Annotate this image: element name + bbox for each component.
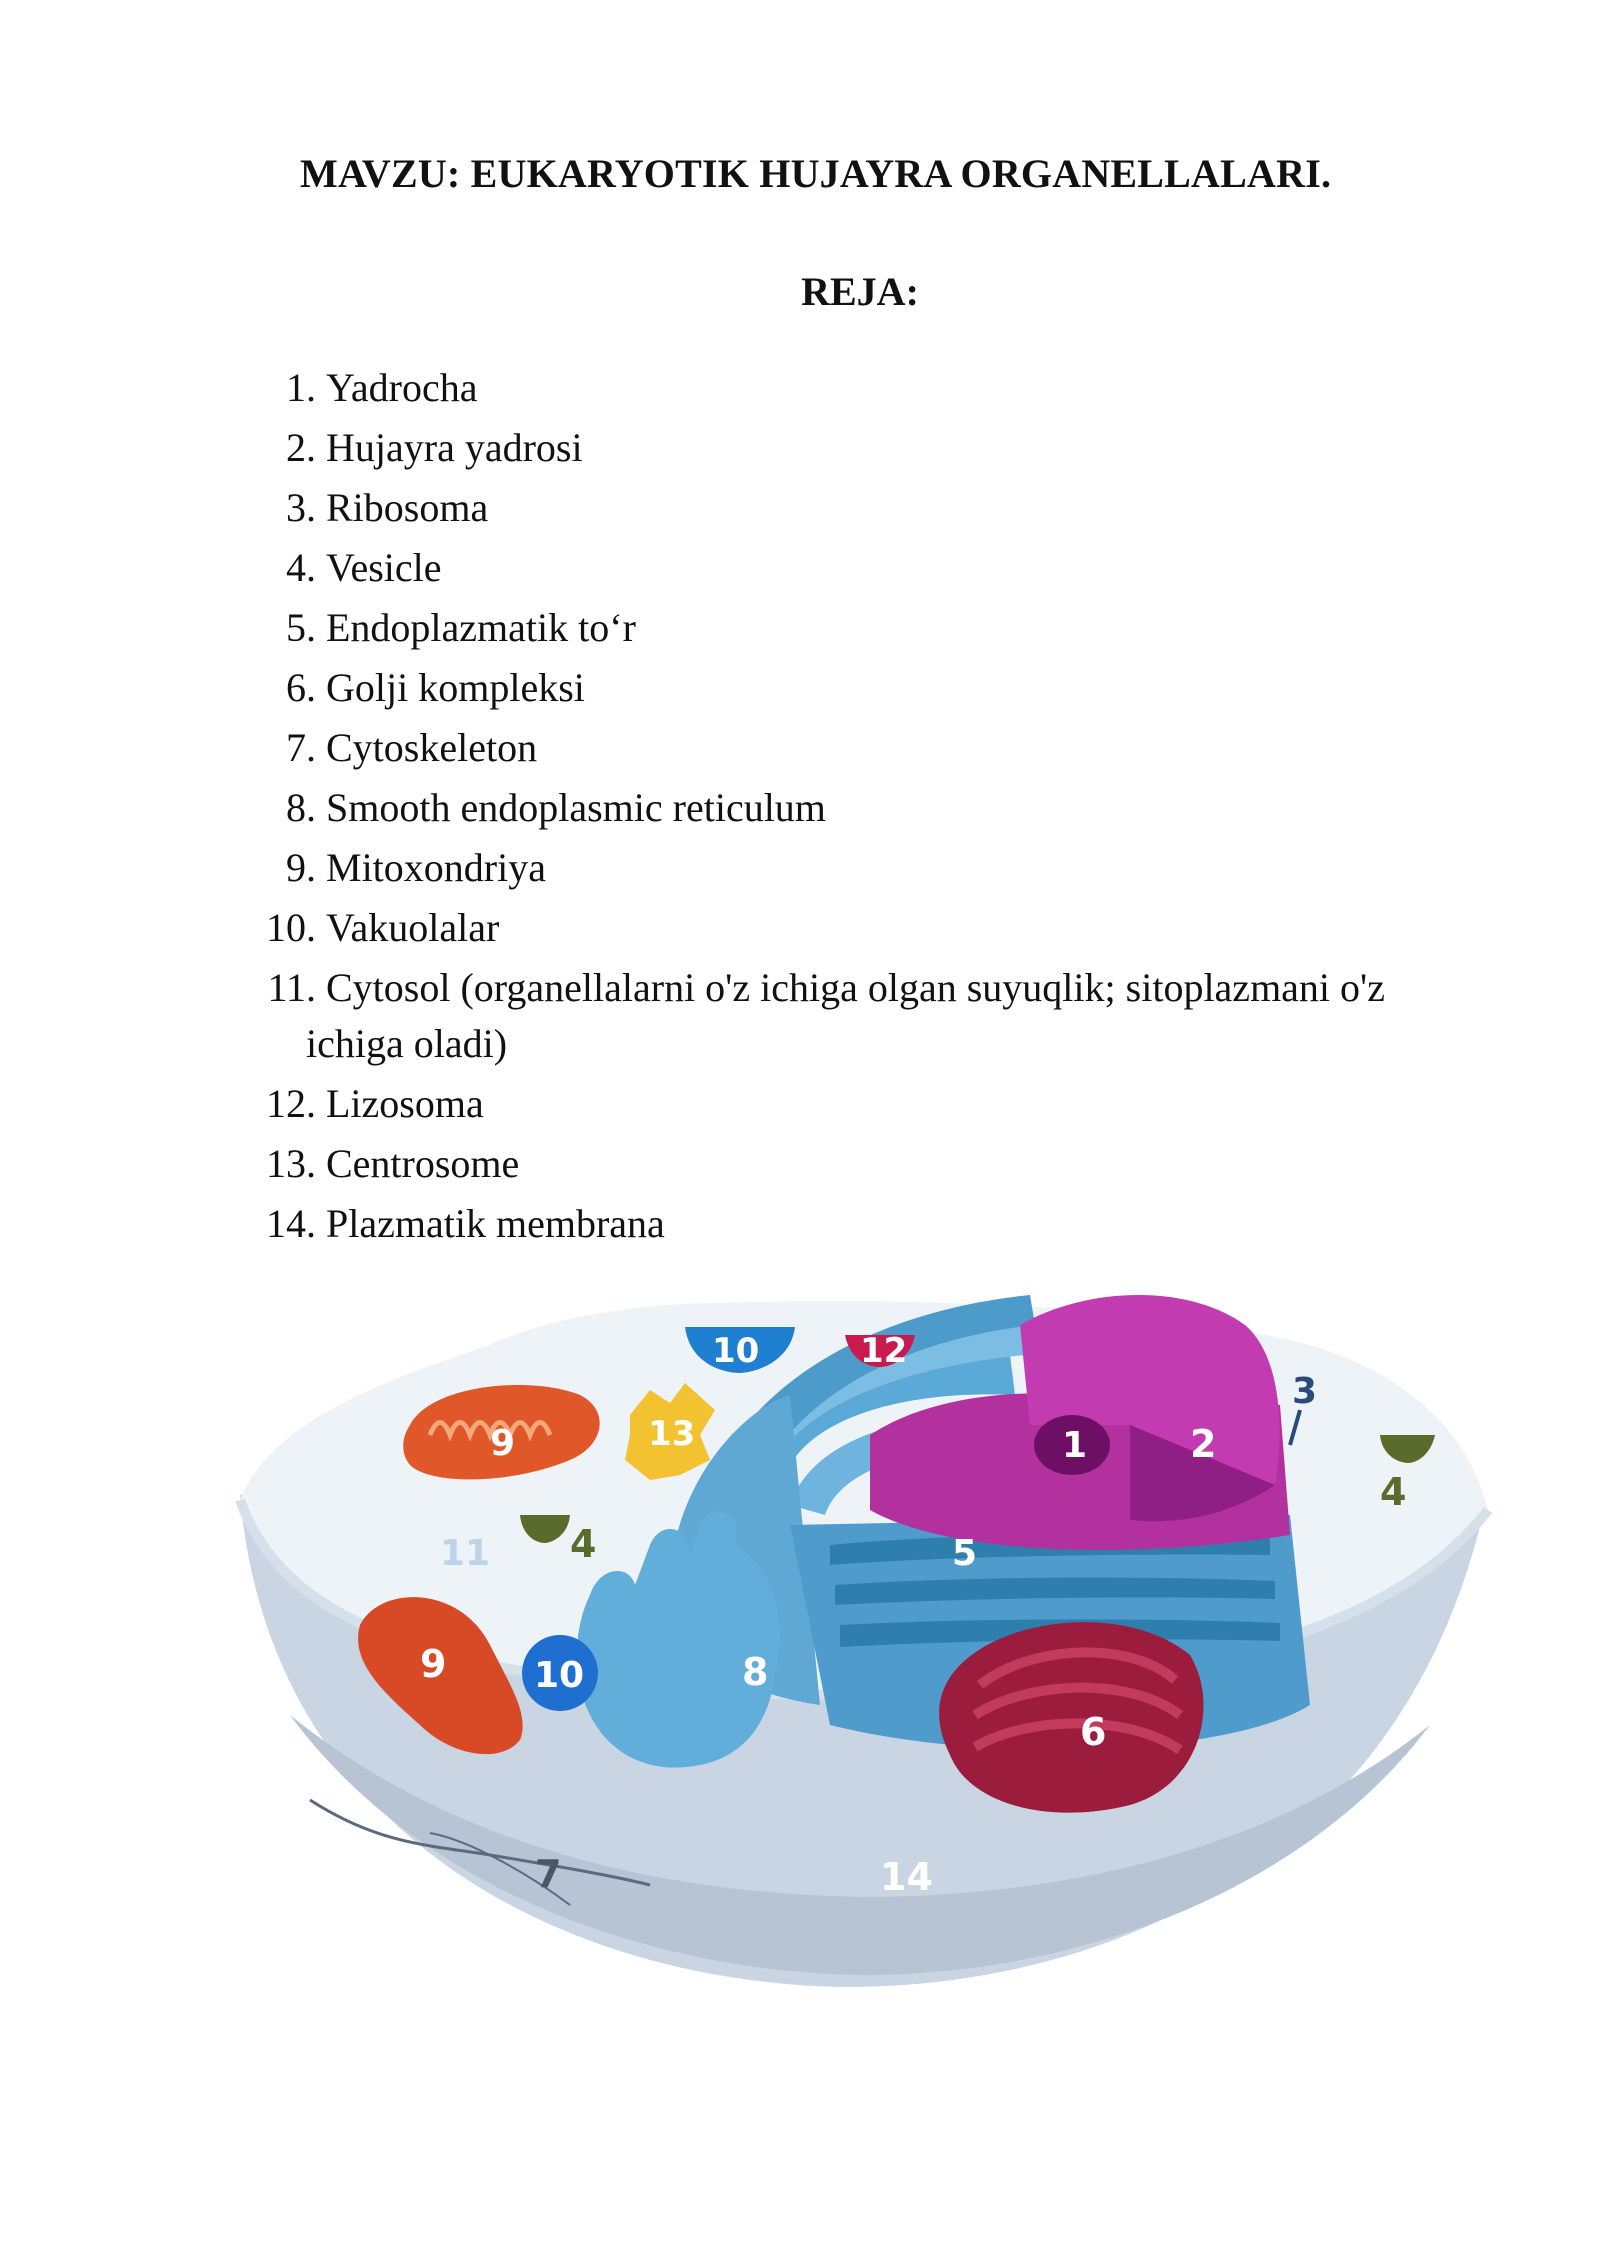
label-ribosome: 3 xyxy=(1292,1371,1318,1412)
list-item-text-continuation: ichiga oladi) xyxy=(306,1021,508,1066)
label-vesicle-right: 4 xyxy=(1380,1470,1407,1514)
list-item-number: 3. xyxy=(286,485,316,530)
list-item-number: 7. xyxy=(286,725,316,770)
list-item xyxy=(254,720,1504,776)
cell-illustration xyxy=(230,1285,1500,1990)
list-item-text: Vesicle xyxy=(326,545,442,590)
label-nucleus: 2 xyxy=(1190,1422,1217,1466)
list-item-text: Golji kompleksi xyxy=(326,665,585,710)
list-item-text: Plazmatik membrana xyxy=(326,1201,665,1246)
label-mitochondrion-lower: 9 xyxy=(420,1642,447,1686)
list-item xyxy=(254,360,1504,416)
list-item-text: Ribosoma xyxy=(326,485,489,530)
list-item xyxy=(254,600,1504,656)
list-item-number: 12. xyxy=(266,1081,316,1126)
label-cytosol: 11 xyxy=(440,1533,491,1574)
list-item-text: Endoplazmatik to‘r xyxy=(326,605,636,650)
list-item-text: Cytosol (organellalarni o'z ichiga olgan suyuqlik; sitoplazmani o'z xyxy=(326,965,1386,1010)
list-item xyxy=(254,840,1504,896)
list-item xyxy=(254,540,1504,596)
plan-list xyxy=(254,360,1504,1256)
list-item-number: 4. xyxy=(286,545,316,590)
list-item-number: 14. xyxy=(266,1201,316,1246)
label-vesicle-left: 4 xyxy=(570,1522,597,1566)
list-item-text: Smooth endoplasmic reticulum xyxy=(326,785,826,830)
list-item-text: Mitoxondriya xyxy=(326,845,546,890)
list-item-number: 9. xyxy=(286,845,316,890)
label-golgi: 6 xyxy=(1080,1710,1107,1754)
list-item xyxy=(254,900,1504,956)
label-er: 5 xyxy=(952,1533,978,1574)
list-item xyxy=(254,1076,1504,1132)
list-item-number: 11. xyxy=(267,965,316,1010)
label-cytoskeleton: 7 xyxy=(535,1852,562,1896)
list-item-text: Cytoskeleton xyxy=(326,725,538,770)
list-item xyxy=(254,780,1504,836)
list-item-number: 8. xyxy=(286,785,316,830)
list-item-number: 5. xyxy=(286,605,316,650)
label-smooth-er: 8 xyxy=(742,1650,769,1694)
list-item-number: 13. xyxy=(266,1141,316,1186)
list-item xyxy=(254,960,1504,1072)
label-vacuole-lower: 10 xyxy=(534,1655,585,1696)
list-item-number: 2. xyxy=(286,425,316,470)
plan-heading: REJA: xyxy=(801,269,919,314)
list-item-text: Vakuolalar xyxy=(326,905,500,950)
golgi-complex xyxy=(939,1622,1203,1813)
list-item-number: 10. xyxy=(266,905,316,950)
list-item xyxy=(254,1196,1504,1252)
label-centrosome: 13 xyxy=(648,1414,696,1454)
list-item-text: Hujayra yadrosi xyxy=(326,425,583,470)
list-item-number: 6. xyxy=(286,665,316,710)
label-membrane: 14 xyxy=(880,1855,933,1899)
list-item xyxy=(254,480,1504,536)
list-item-number: 1. xyxy=(286,365,316,410)
label-vacuole-top: 10 xyxy=(712,1331,760,1371)
list-item xyxy=(254,660,1504,716)
list-item xyxy=(254,1136,1504,1192)
label-nucleolus: 1 xyxy=(1062,1425,1088,1466)
list-item-text: Yadrocha xyxy=(326,365,478,410)
list-item xyxy=(254,420,1504,476)
page-title: MAVZU: EUKARYOTIK HUJAYRA ORGANELLALARI. xyxy=(300,151,1332,196)
label-mitochondrion-upper: 9 xyxy=(490,1423,516,1464)
list-item-text: Centrosome xyxy=(326,1141,520,1186)
label-lysosome: 12 xyxy=(860,1331,908,1371)
list-item-text: Lizosoma xyxy=(326,1081,484,1126)
cell-diagram xyxy=(230,1285,1500,1990)
